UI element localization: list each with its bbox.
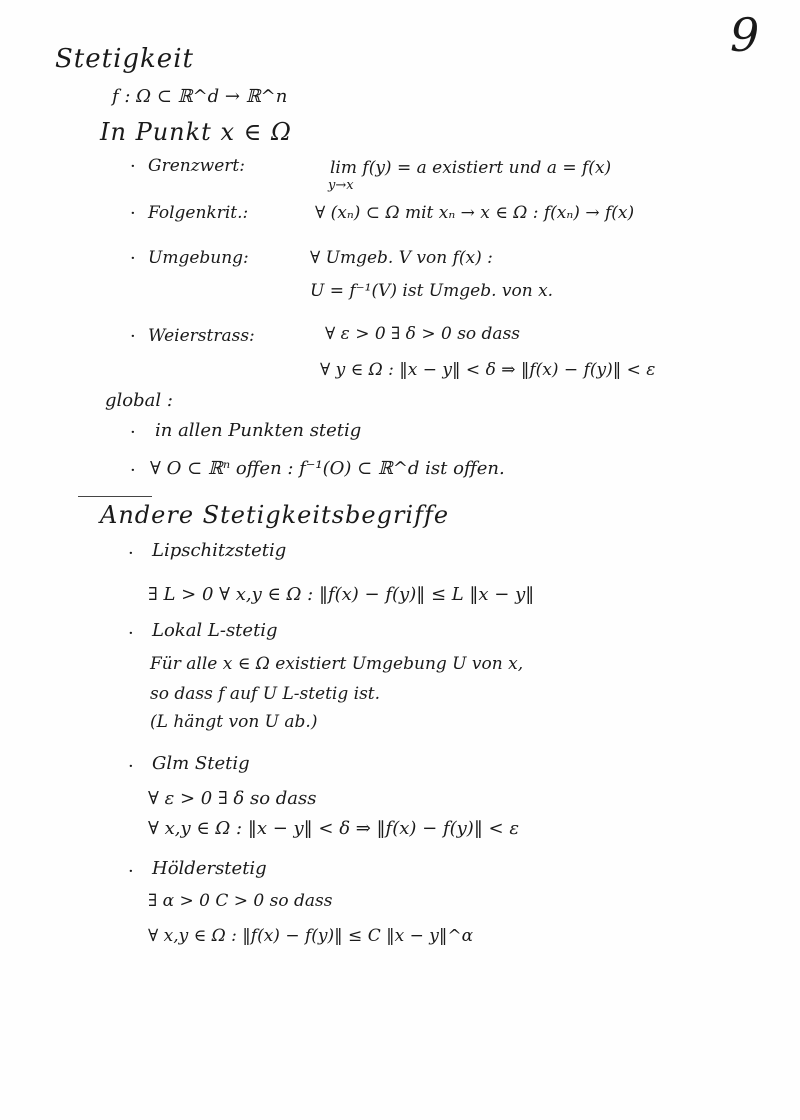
bullet-dot: · — [128, 861, 134, 882]
bullet-dot: · — [130, 156, 136, 177]
bullet-dot: · — [128, 543, 134, 564]
concept-line-lokal-1: Für alle x ∈ Ω existiert Umgebung U von x, — [150, 654, 524, 674]
bullet-dot: · — [130, 326, 136, 347]
concept-line-glm-1: ∀ ε > 0 ∃ δ so dass — [148, 788, 317, 809]
limit-subscript: y→x — [328, 178, 354, 193]
global-item-2: ∀ O ⊂ ℝⁿ offen : f⁻¹(O) ⊂ ℝ^d ist offen. — [150, 458, 505, 479]
concept-title-glm: Glm Stetig — [152, 753, 250, 774]
criterion-label-grenzwert: Grenzwert: — [148, 156, 245, 176]
criterion-label-umgebung: Umgebung: — [148, 248, 249, 268]
page-title: Stetigkeit — [55, 44, 194, 74]
criterion-text-weierstrass-1: ∀ ε > 0 ∃ δ > 0 so dass — [325, 324, 521, 344]
criterion-text-umgebung-1: ∀ Umgeb. V von f(x) : — [310, 248, 493, 268]
concept-line-lokal-3: (L hängt von U ab.) — [150, 712, 318, 732]
mapping-definition: f : Ω ⊂ ℝ^d → ℝ^n — [112, 86, 288, 107]
bullet-dot: · — [130, 460, 136, 481]
criterion-label-weierstrass: Weierstrass: — [148, 326, 255, 346]
bullet-dot: · — [128, 623, 134, 644]
criterion-text-umgebung-2: U = f⁻¹(V) ist Umgeb. von x. — [310, 281, 554, 301]
criterion-label-folgenkrit: Folgenkrit.: — [148, 203, 249, 223]
concept-title-lokal: Lokal L-stetig — [152, 620, 278, 641]
global-heading: global : — [105, 390, 173, 411]
divider-line — [78, 496, 152, 497]
global-item-1: in allen Punkten stetig — [155, 420, 362, 441]
pointwise-heading: In Punkt x ∈ Ω — [100, 118, 292, 146]
criterion-text-grenzwert: lim f(y) = a existiert und a = f(x) — [330, 158, 612, 178]
page-number: 9 — [730, 8, 760, 62]
other-heading: Andere Stetigkeitsbegriffe — [100, 501, 450, 529]
criterion-text-folgenkrit: ∀ (xₙ) ⊂ Ω mit xₙ → x ∈ Ω : f(xₙ) → f(x) — [315, 203, 635, 223]
bullet-dot: · — [128, 756, 134, 777]
concept-line-hoelder-2: ∀ x,y ∈ Ω : ‖f(x) − f(y)‖ ≤ C ‖x − y‖^α — [148, 926, 474, 946]
bullet-dot: · — [130, 422, 136, 443]
concept-title-lipschitz: Lipschitzstetig — [152, 540, 287, 561]
concept-line-hoelder-1: ∃ α > 0 C > 0 so dass — [148, 891, 333, 911]
concept-title-hoelder: Hölderstetig — [152, 858, 267, 879]
concept-line-lokal-2: so dass f auf U L-stetig ist. — [150, 684, 381, 704]
criterion-text-weierstrass-2: ∀ y ∈ Ω : ‖x − y‖ < δ ⇒ ‖f(x) − f(y)‖ < ε — [320, 360, 656, 380]
concept-line-lipschitz-1: ∃ L > 0 ∀ x,y ∈ Ω : ‖f(x) − f(y)‖ ≤ L ‖x − y‖ — [148, 584, 535, 605]
bullet-dot: · — [130, 203, 136, 224]
concept-line-glm-2: ∀ x,y ∈ Ω : ‖x − y‖ < δ ⇒ ‖f(x) − f(y)‖ < ε — [148, 818, 520, 839]
bullet-dot: · — [130, 248, 136, 269]
